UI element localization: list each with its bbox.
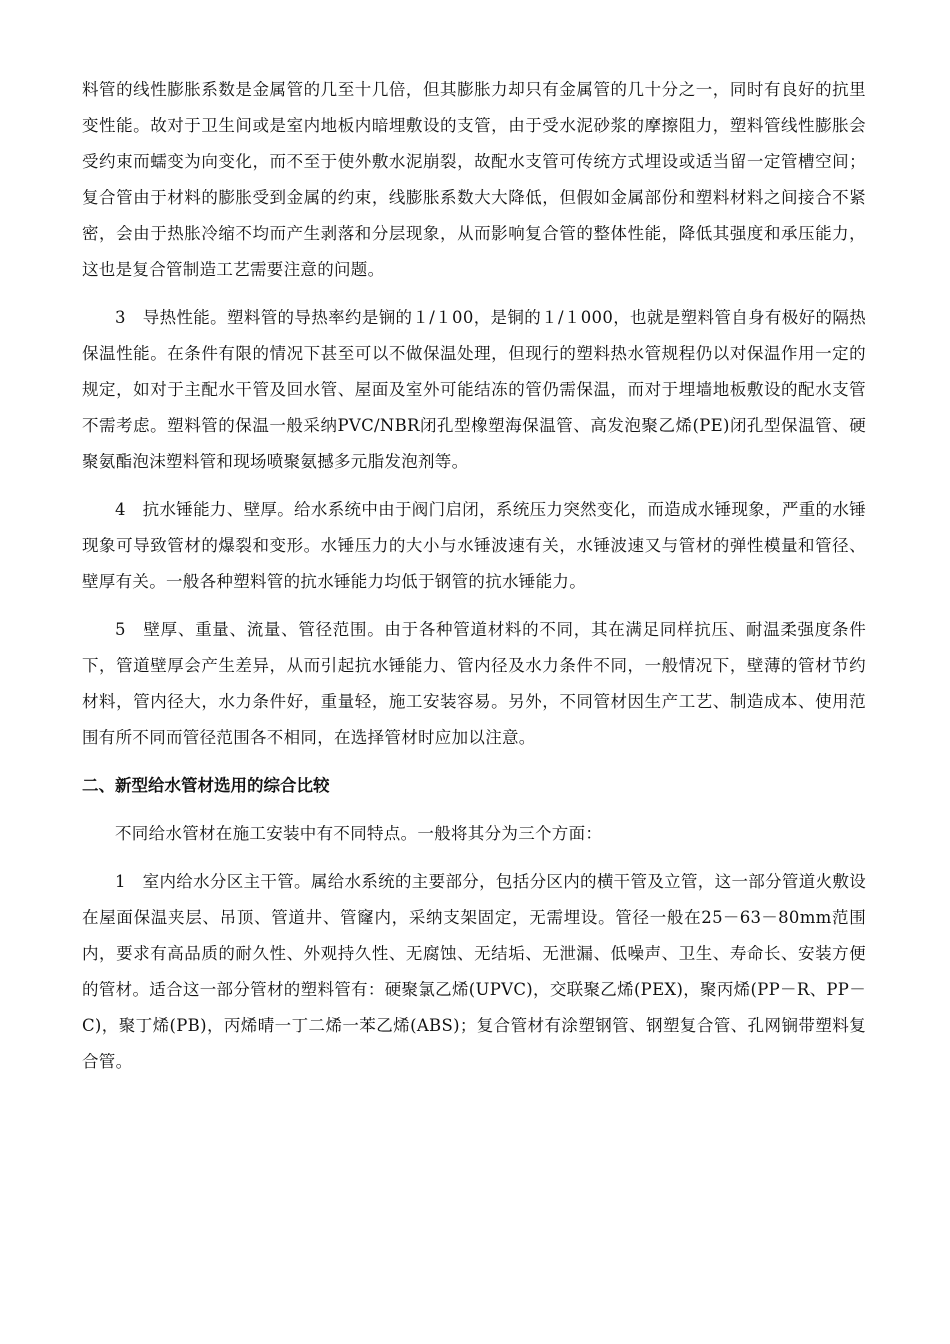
- paragraph-wall-thickness: 5 壁厚、重量、流量、管径范围。由于各种管道材料的不同，其在满足同样抗压、耐温柔强度条件下，管道壁厚会产生差异，从而引起抗水锤能力、管内径及水力条件不同，一般情况下，壁薄的管材节约材料，管内径大，水力条件好，重量轻，施工安装容易。另外，不同管材因生产工艺、制造成本、使用范围有所不同而管径范围各不相同，在选择管材时应加以注意。: [82, 620, 866, 747]
- section-heading-comparison: 二、新型给水管材选用的综合比较: [82, 776, 330, 795]
- paragraph-section-intro: 不同给水管材在施工安装中有不同特点。一般将其分为三个方面：: [115, 824, 603, 843]
- document-page: [82, 72, 866, 1092]
- paragraph-thermal-performance: 3 导热性能。塑料管的导热率约是锎的１/１00，是铜的１/１000，也就是塑料管自身有极好的隔热保温性能。在条件有限的情况下甚至可以不做保温处理，但现行的塑料热水管规程仍以对保温作用一定的规定，如对于主配水干管及回水管、屋面及室外可能结冻的管仍需保温，而对于埋墙地板敷设的配水支管不需考虑。塑料管的保温一般采纳PVC/NBR闭孔型橡塑海保温管、高发泡聚乙烯(PE)闭孔型保温管、硬聚氨酯泡沫塑料管和现场喷聚氨撼多元脂发泡剂等。: [82, 308, 866, 471]
- paragraph-main-pipe: 1 室内给水分区主干管。属给水系统的主要部分，包括分区内的横干管及立管，这一部分管道火敷设在屋面保温夹层、吊顶、管道井、管窿内，采纳支架固定，无需埋设。管径一般在25－63－80mm范围内，要求有高品质的耐久性、外观持久性、无腐蚀、无结垢、无泄漏、低噪声、卫生、寿命长、安装方便的管材。适合这一部分管材的塑料管有：硬聚氯乙烯(UPVC)，交联聚乙烯(PEX)，聚丙烯(PP－R、PP－C)，聚丁烯(PB)，丙烯晴一丁二烯一苯乙烯(ABS)；复合管材有涂塑钢管、钢塑复合管、孔网锎带塑料复合管。: [82, 872, 866, 1071]
- paragraph-water-hammer: 4 抗水锤能力、壁厚。给水系统中由于阀门启闭，系统压力突然变化，而造成水锤现象，严重的水锤现象可导致管材的爆裂和变形。水锤压力的大小与水锤波速有关，水锤波速又与管材的弹性模量和管径、壁厚有关。一般各种塑料管的抗水锤能力均低于钢管的抗水锤能力。: [82, 500, 866, 591]
- paragraph-expansion-continued: 料管的线性膨胀系数是金属管的几至十几倍，但其膨胀力却只有金属管的几十分之一，同时有良好的抗里变性能。故对于卫生间或是室内地板内暗埋敷设的支管，由于受水泥砂浆的摩擦阻力，塑料管线性膨胀会受约束而蠕变为向变化，而不至于使外敷水泥崩裂，故配水支管可传统方式埋设或适当留一定管槽空间；复合管由于材料的膨胀受到金属的约束，线膨胀系数大大降低，但假如金属部份和塑料材料之间接合不紧密，会由于热胀冷缩不均而产生剥落和分层现象，从而影响复合管的整体性能，降低其强度和承压能力，这也是复合管制造工艺需要注意的问题。: [82, 80, 866, 279]
